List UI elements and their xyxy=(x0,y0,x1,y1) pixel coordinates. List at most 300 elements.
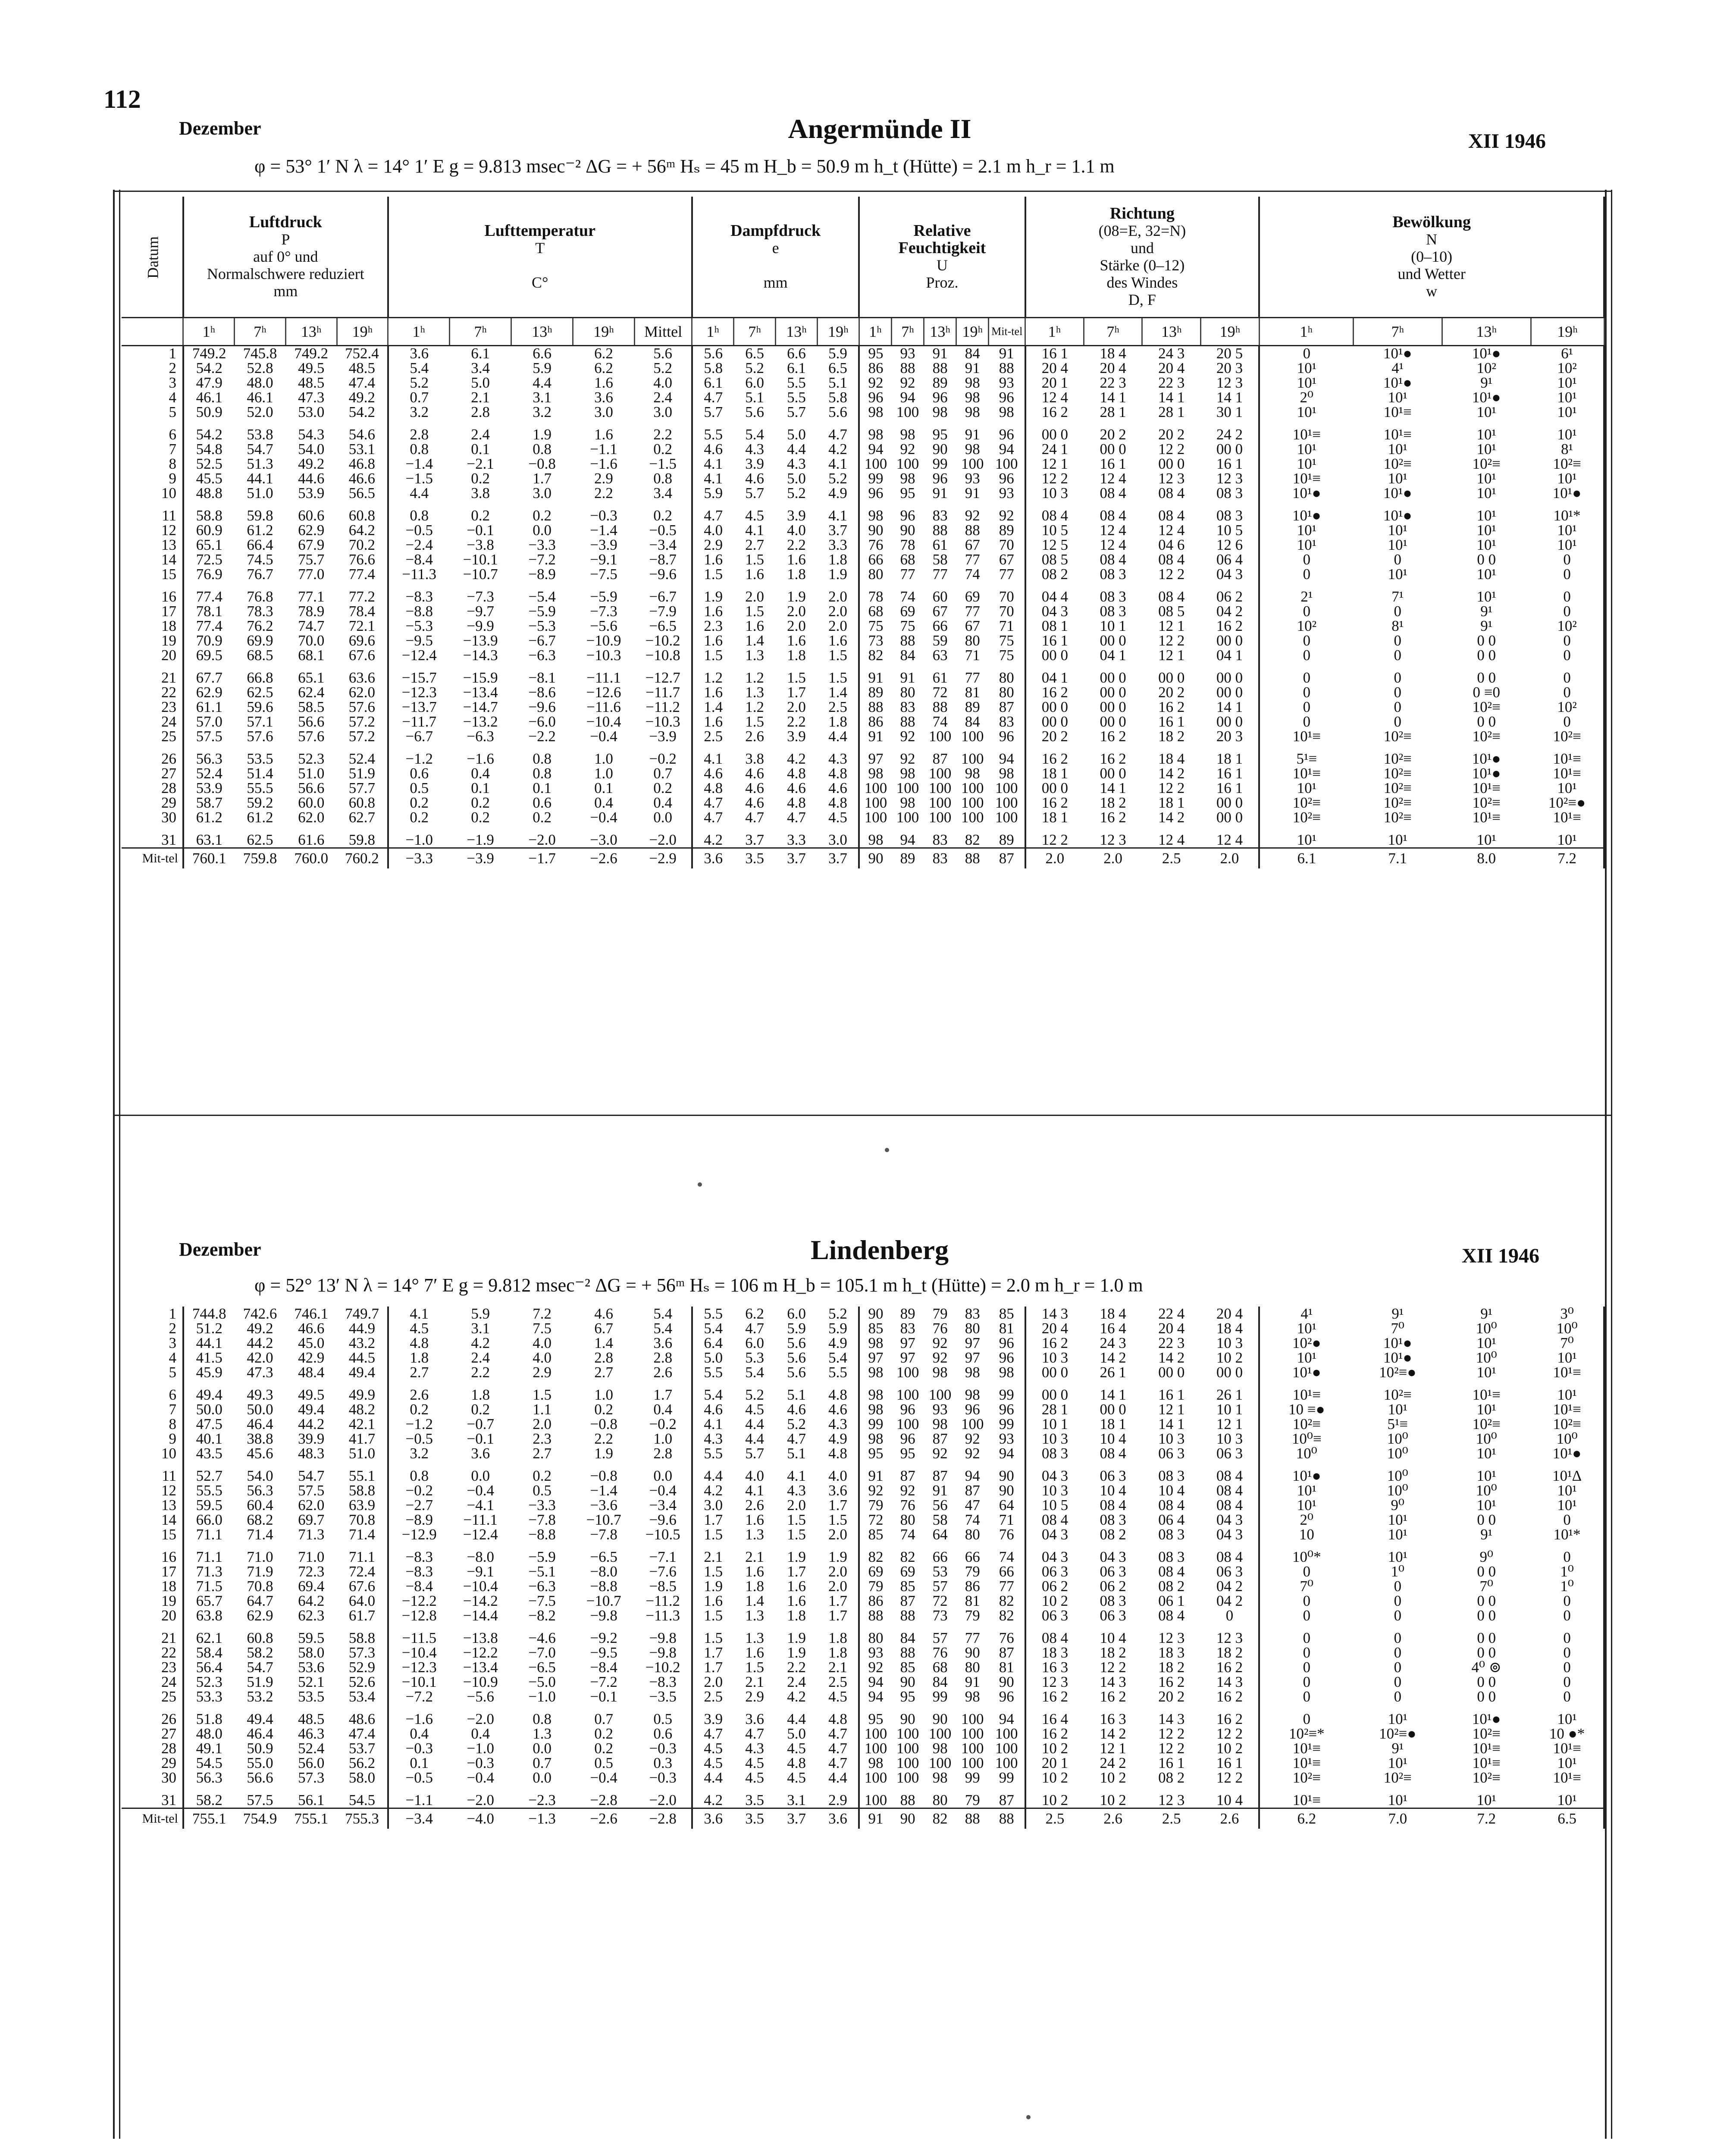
data-cell: 98 xyxy=(965,404,980,420)
data-cell: 0 xyxy=(1303,1675,1311,1689)
data-cell: 4.7 xyxy=(704,795,723,810)
data-cell: 53.6 xyxy=(298,1660,325,1675)
data-cell: 1.5 xyxy=(817,671,859,685)
data-cell: 1.6 xyxy=(745,1564,765,1579)
gap-cell xyxy=(183,1461,235,1469)
data-cell: 10¹ xyxy=(1388,1402,1408,1417)
data-cell: −9.6 xyxy=(635,1513,692,1527)
data-cell: 53 xyxy=(932,1564,948,1579)
table-row xyxy=(122,1388,1604,1402)
data-cell: 1.6 xyxy=(704,714,723,729)
data-cell: 5.2 xyxy=(410,375,429,390)
mean-cell: 760.2 xyxy=(337,848,388,868)
data-cell: 2.1 xyxy=(745,1675,765,1689)
day-number: 9 xyxy=(122,471,183,486)
data-cell: 06 4 xyxy=(1158,1513,1185,1527)
data-cell: 94 xyxy=(989,752,1025,766)
data-cell: −2.0 xyxy=(467,1712,494,1727)
data-cell: 60.4 xyxy=(247,1498,273,1513)
data-cell: 2.1 xyxy=(745,1550,765,1564)
gap-cell xyxy=(235,420,286,427)
data-cell: 04 2 xyxy=(1201,604,1260,619)
data-cell: 0 xyxy=(1303,685,1311,700)
gap-cell xyxy=(337,1704,388,1712)
table-row xyxy=(122,508,1604,523)
data-cell: 08 4 xyxy=(1201,1550,1260,1564)
gap-cell xyxy=(859,663,891,671)
day-number: 1 xyxy=(122,345,183,361)
data-cell: 92 xyxy=(868,1483,884,1498)
data-cell: 2.2 xyxy=(635,427,692,442)
data-cell: −11.2 xyxy=(635,1594,692,1608)
data-cell: 58.8 xyxy=(196,508,222,523)
data-cell: 10¹● xyxy=(1472,1712,1501,1727)
data-cell: 12 3 xyxy=(1201,471,1260,486)
gap-cell xyxy=(1353,501,1442,508)
data-cell: 744.8 xyxy=(192,1307,226,1321)
data-cell: 3.1 xyxy=(471,1321,490,1336)
day-number: 11 xyxy=(122,508,183,523)
gap-cell xyxy=(924,1623,956,1631)
data-cell: 52.9 xyxy=(337,1660,388,1675)
data-cell: 20 2 xyxy=(1158,685,1185,700)
data-cell: 58 xyxy=(932,552,948,567)
mean-cell: 2.0 xyxy=(1201,848,1260,868)
data-cell: 95 xyxy=(868,345,884,361)
data-cell: 1.8 xyxy=(745,1579,765,1594)
data-cell: 57.5 xyxy=(196,729,222,744)
section1-month: Dezember xyxy=(179,118,261,139)
data-cell: 12 4 xyxy=(1100,471,1126,486)
data-cell: 0.8 xyxy=(533,442,551,457)
pentad-gap xyxy=(122,1785,1604,1793)
gap-cell xyxy=(1142,501,1201,508)
data-cell: 10¹≡ xyxy=(1292,1741,1321,1756)
gap-cell xyxy=(1142,582,1201,589)
gap-cell xyxy=(892,1380,924,1388)
data-cell: 100 xyxy=(928,729,952,744)
data-cell: 5.6 xyxy=(704,345,723,361)
data-cell: −0.2 xyxy=(405,1483,433,1498)
mean-cell: −3.9 xyxy=(450,848,511,868)
gap-cell xyxy=(183,825,235,833)
data-cell: 10 2 xyxy=(1041,1741,1069,1756)
data-cell: −8.8 xyxy=(405,604,433,619)
data-cell: 0 xyxy=(1531,685,1604,700)
data-cell: −0.8 xyxy=(590,1417,617,1432)
data-cell: 28 1 xyxy=(1158,404,1185,420)
gap-cell xyxy=(692,744,734,752)
gap-cell xyxy=(635,1785,692,1793)
data-cell: 91 xyxy=(965,427,980,442)
data-cell: 04 3 xyxy=(1041,1527,1069,1542)
data-cell: 0.2 xyxy=(594,1741,613,1756)
data-cell: 749.7 xyxy=(337,1307,388,1321)
gap-cell xyxy=(692,825,734,833)
gap-cell xyxy=(924,744,956,752)
data-cell: 1.5 xyxy=(787,1513,806,1527)
data-cell: 16 1 xyxy=(1158,1756,1185,1771)
data-cell: 10²≡● xyxy=(1379,1365,1416,1380)
data-cell: −7.8 xyxy=(590,1527,617,1542)
data-cell: 10¹● xyxy=(1292,486,1321,501)
data-cell: 44.2 xyxy=(298,1417,325,1432)
data-cell: 46.4 xyxy=(247,1727,273,1741)
data-cell: 752.4 xyxy=(337,345,388,361)
data-cell: 51.2 xyxy=(196,1321,222,1336)
data-cell: 4.0 xyxy=(787,523,806,538)
data-cell: 50.0 xyxy=(247,1402,273,1417)
gap-cell xyxy=(1442,744,1531,752)
data-cell: 10¹ xyxy=(1476,427,1496,442)
gap-cell xyxy=(1259,1461,1353,1469)
gap-cell xyxy=(1442,420,1531,427)
data-cell: 0.5 xyxy=(533,1483,552,1498)
data-cell: 10¹ xyxy=(1476,1402,1496,1417)
data-cell: 5.5 xyxy=(787,390,806,405)
data-cell: 100 xyxy=(864,1727,887,1741)
data-cell: 10 2 xyxy=(1201,1741,1260,1756)
data-cell: 28 1 xyxy=(1100,404,1126,420)
gap-cell xyxy=(692,420,734,427)
data-cell: 08 3 xyxy=(1201,508,1260,523)
data-cell: 10¹ xyxy=(1476,404,1496,420)
data-cell: −1.6 xyxy=(405,1712,433,1727)
data-cell: 49.2 xyxy=(247,1321,273,1336)
data-cell: −7.2 xyxy=(590,1675,617,1689)
mean-row xyxy=(122,1808,1604,1829)
gap-cell xyxy=(734,825,776,833)
table-row xyxy=(122,766,1604,781)
gap-cell xyxy=(989,744,1025,752)
data-cell: 3.2 xyxy=(410,1446,429,1461)
data-cell: 90 xyxy=(900,1675,915,1689)
data-cell: 96 xyxy=(932,390,948,405)
data-cell: 6.0 xyxy=(787,1307,806,1321)
table-row xyxy=(122,457,1604,471)
data-cell: 1.6 xyxy=(787,1594,806,1608)
data-cell: −6.0 xyxy=(528,714,556,729)
gap-cell xyxy=(1201,1704,1260,1712)
data-cell: 53.7 xyxy=(337,1741,388,1756)
data-cell: 5.4 xyxy=(410,360,429,376)
data-cell: 4.9 xyxy=(817,486,859,501)
gap-cell xyxy=(1084,501,1142,508)
mean-row xyxy=(122,848,1604,868)
data-cell: 56.6 xyxy=(298,780,325,796)
data-cell: 10 3 xyxy=(1041,1432,1069,1446)
data-cell: 10¹≡ xyxy=(1531,1365,1604,1380)
data-cell: 5.9 xyxy=(704,486,723,501)
data-cell: 100 xyxy=(864,456,887,471)
data-cell: 48.0 xyxy=(196,1727,222,1741)
gap-cell xyxy=(235,1461,286,1469)
data-cell: 47.3 xyxy=(298,390,325,405)
mean-cell: 6.5 xyxy=(1531,1808,1604,1829)
data-cell: 2.1 xyxy=(471,390,490,405)
data-cell: −3.5 xyxy=(635,1689,692,1704)
data-cell: 1.8 xyxy=(818,1631,859,1645)
data-cell: −2.7 xyxy=(405,1498,433,1513)
data-cell: 46.1 xyxy=(196,390,222,405)
data-cell: 10¹ xyxy=(1476,1446,1496,1461)
data-cell: −6.3 xyxy=(528,648,556,663)
data-cell: 77 xyxy=(965,1631,980,1645)
data-cell: 93 xyxy=(965,471,980,486)
data-cell: 10¹Δ xyxy=(1531,1469,1604,1483)
data-cell: 94 xyxy=(989,1712,1025,1727)
data-cell: 46.4 xyxy=(247,1417,273,1432)
data-cell: 6.4 xyxy=(704,1336,723,1351)
data-cell: 20 1 xyxy=(1041,375,1069,390)
data-cell: −0.1 xyxy=(590,1689,617,1704)
data-cell: 06 3 xyxy=(1158,1446,1185,1461)
day-number: 1 xyxy=(122,1307,183,1321)
data-cell: 10¹ xyxy=(1531,538,1604,552)
data-cell: −11.1 xyxy=(463,1513,498,1527)
data-cell: 100 xyxy=(864,1793,887,1808)
data-cell: 97 xyxy=(900,1336,915,1351)
data-cell: 92 xyxy=(900,442,915,457)
gap-cell xyxy=(450,1380,511,1388)
data-cell: 3.4 xyxy=(635,486,692,501)
data-cell: 2.4 xyxy=(635,390,692,405)
data-cell: 65.1 xyxy=(196,537,222,552)
data-cell: 22 4 xyxy=(1158,1307,1185,1321)
gap-cell xyxy=(989,1623,1025,1631)
gap-cell xyxy=(388,1785,450,1793)
data-cell: 10¹ xyxy=(1297,1498,1317,1513)
gap-cell xyxy=(573,1461,635,1469)
data-cell: 62.4 xyxy=(298,685,325,700)
data-cell: 1.7 xyxy=(818,1608,859,1623)
data-cell: −10.3 xyxy=(586,648,621,663)
data-cell: 87 xyxy=(989,700,1025,714)
data-cell: 51.9 xyxy=(247,1675,273,1689)
day-number: 3 xyxy=(122,1336,183,1351)
data-cell: 0 0 xyxy=(1477,714,1496,729)
gap-cell xyxy=(1442,1461,1531,1469)
data-cell: 87 xyxy=(989,1645,1025,1660)
data-cell: 00 0 xyxy=(1041,427,1069,442)
data-cell: 5.6 xyxy=(787,1365,806,1380)
data-cell: 52.4 xyxy=(298,1741,325,1756)
data-cell: 4⁰ ⊚ xyxy=(1471,1660,1502,1675)
gap-cell xyxy=(817,420,859,427)
data-cell: 84 xyxy=(900,1631,915,1645)
data-cell: 10¹ xyxy=(1531,523,1604,538)
data-cell: 12 1 xyxy=(1041,456,1069,471)
data-cell: 0 xyxy=(1531,552,1604,567)
data-cell: 10²≡ xyxy=(1531,457,1604,471)
gap-cell xyxy=(183,744,235,752)
data-cell: 47.4 xyxy=(337,1727,388,1741)
data-cell: 4.7 xyxy=(704,390,723,405)
data-cell: 16 1 xyxy=(1201,457,1260,471)
data-cell: 47.5 xyxy=(196,1417,222,1432)
data-cell: 10⁰ xyxy=(1476,1351,1497,1365)
data-cell: 5.5 xyxy=(704,1307,723,1321)
gap-cell xyxy=(1353,744,1442,752)
data-cell: 16 2 xyxy=(1041,1727,1069,1741)
data-cell: −0.1 xyxy=(467,523,494,538)
data-cell: 04 3 xyxy=(1041,1550,1069,1564)
day-number: 6 xyxy=(122,427,183,442)
data-cell: 10¹● xyxy=(1472,766,1501,781)
data-cell: 77 xyxy=(989,567,1025,582)
data-cell: 45.5 xyxy=(196,471,222,486)
gap-cell xyxy=(989,1785,1025,1793)
data-cell: 94 xyxy=(868,1689,884,1704)
data-cell: −10.7 xyxy=(586,1594,621,1608)
data-cell: 14 1 xyxy=(1158,390,1185,405)
data-cell: 48.5 xyxy=(337,361,388,376)
header-cloud: Bewölkung N (0–10) und Wetter w xyxy=(1259,197,1604,317)
gap-cell xyxy=(956,1704,989,1712)
data-cell: 2.6 xyxy=(635,1365,692,1380)
data-cell: 0.3 xyxy=(635,1756,692,1771)
data-cell: 5.2 xyxy=(745,1388,765,1402)
data-cell: 97 xyxy=(900,1351,915,1365)
data-cell: 1.5 xyxy=(817,648,859,663)
gap-cell xyxy=(692,1542,734,1550)
data-cell: 62.3 xyxy=(298,1608,325,1623)
mean-cell: 88 xyxy=(956,1808,989,1829)
data-cell: 10²≡ xyxy=(1472,1771,1501,1785)
data-cell: 53.5 xyxy=(247,751,273,766)
day-number: 2 xyxy=(122,1321,183,1336)
data-cell: 76 xyxy=(989,1631,1025,1645)
data-cell: 00 0 xyxy=(1201,714,1260,729)
data-cell: 1.7 xyxy=(704,1645,723,1660)
data-cell: 4.0 xyxy=(745,1469,765,1483)
mean-cell: 3.7 xyxy=(776,1808,818,1829)
gap-cell xyxy=(573,825,635,833)
data-cell: 48.5 xyxy=(298,375,325,390)
data-cell: 66.4 xyxy=(247,537,273,552)
data-cell: 4.4 xyxy=(787,442,806,457)
data-cell: −1.6 xyxy=(467,751,494,766)
data-cell: 10²≡ xyxy=(1383,810,1412,825)
data-cell: 2.5 xyxy=(817,700,859,714)
data-cell: 93 xyxy=(989,376,1025,390)
data-cell: 43.2 xyxy=(337,1336,388,1351)
data-cell: 62.5 xyxy=(247,832,273,848)
data-cell: 12 3 xyxy=(1041,1675,1069,1689)
data-cell: 4.8 xyxy=(787,1756,806,1771)
data-cell: −3.4 xyxy=(635,538,692,552)
mean-cell: 8.0 xyxy=(1442,848,1531,868)
data-cell: −1.0 xyxy=(405,832,433,848)
data-cell: 4.1 xyxy=(745,523,764,538)
data-cell: 6.6 xyxy=(533,345,551,361)
gap-cell xyxy=(511,1380,573,1388)
data-cell: −12.8 xyxy=(401,1608,437,1623)
data-cell: 4.4 xyxy=(410,486,429,501)
day-number: 8 xyxy=(122,1417,183,1432)
data-cell: 00 0 xyxy=(1201,671,1260,685)
data-cell: −11.6 xyxy=(586,699,621,714)
data-cell: 80 xyxy=(965,1660,980,1675)
data-cell: 1.0 xyxy=(594,751,613,766)
data-cell: 77.4 xyxy=(196,589,222,604)
data-cell: 10⁰ xyxy=(1387,1432,1408,1446)
data-cell: 68.1 xyxy=(298,648,325,663)
gap-cell xyxy=(924,1380,956,1388)
data-cell: 08 2 xyxy=(1158,1771,1185,1785)
data-cell: 98 xyxy=(965,442,980,457)
data-cell: 52.4 xyxy=(196,766,222,781)
data-cell: 7⁰ xyxy=(1531,1336,1604,1351)
data-cell: 53.1 xyxy=(337,442,388,457)
data-cell: −7.3 xyxy=(467,589,494,604)
pentad-gap xyxy=(122,501,1604,508)
table-row xyxy=(122,1608,1604,1623)
data-cell: 1.6 xyxy=(745,1513,765,1527)
data-cell: 10¹ xyxy=(1388,442,1408,457)
data-cell: 54.0 xyxy=(247,1469,273,1483)
data-cell: 10¹ xyxy=(1476,589,1496,604)
data-cell: 1.8 xyxy=(471,1388,490,1402)
data-cell: 57 xyxy=(932,1631,948,1645)
data-cell: 98 xyxy=(932,1771,948,1785)
section-divider xyxy=(113,1115,1612,1116)
data-cell: 4.8 xyxy=(704,780,723,796)
data-cell: 64.7 xyxy=(247,1594,273,1608)
data-cell: −8.6 xyxy=(528,685,556,700)
data-cell: 10 3 xyxy=(1201,1432,1260,1446)
section2-station: Lindenberg xyxy=(810,1235,949,1265)
data-cell: 0 xyxy=(1531,604,1604,619)
data-cell: 72.5 xyxy=(196,552,222,567)
data-cell: 3.4 xyxy=(471,360,490,376)
data-cell: 10 xyxy=(1299,1527,1314,1542)
data-cell: 100 xyxy=(864,1741,887,1756)
data-cell: 12 4 xyxy=(1041,390,1069,405)
data-cell: 0 xyxy=(1531,1660,1604,1675)
frame-left-inner xyxy=(119,190,120,2139)
data-cell: 16 2 xyxy=(1100,729,1126,744)
data-cell: 20 4 xyxy=(1158,1321,1185,1336)
data-cell: 76.8 xyxy=(247,589,273,604)
data-cell: −3.3 xyxy=(528,537,556,552)
gap-cell xyxy=(1353,1623,1442,1631)
data-cell: 08 4 xyxy=(1041,508,1069,523)
data-cell: 1.5 xyxy=(745,714,764,729)
table-row xyxy=(122,1446,1604,1461)
data-cell: 49.2 xyxy=(298,456,325,471)
data-cell: 4.6 xyxy=(745,766,764,781)
data-cell: 44.9 xyxy=(337,1321,388,1336)
data-cell: 90 xyxy=(932,1712,948,1727)
gap-cell xyxy=(776,1785,818,1793)
data-cell: 4.5 xyxy=(745,1402,765,1417)
gap-cell xyxy=(1353,420,1442,427)
data-cell: −2.8 xyxy=(590,1793,617,1808)
subheader-cell: 1ʰ xyxy=(388,317,450,345)
data-cell: 20 4 xyxy=(1100,360,1126,376)
table-row xyxy=(122,523,1604,538)
data-cell: 72.3 xyxy=(298,1564,325,1579)
data-cell: 77 xyxy=(965,552,980,567)
data-cell: 96 xyxy=(965,1402,980,1417)
data-cell: 76.2 xyxy=(247,618,273,633)
data-cell: 61.1 xyxy=(196,699,222,714)
gap-cell xyxy=(511,1623,573,1631)
data-cell: 98 xyxy=(932,1741,948,1756)
mean-cell: 2.5 xyxy=(1025,1808,1084,1829)
data-cell: 1.3 xyxy=(745,648,764,663)
